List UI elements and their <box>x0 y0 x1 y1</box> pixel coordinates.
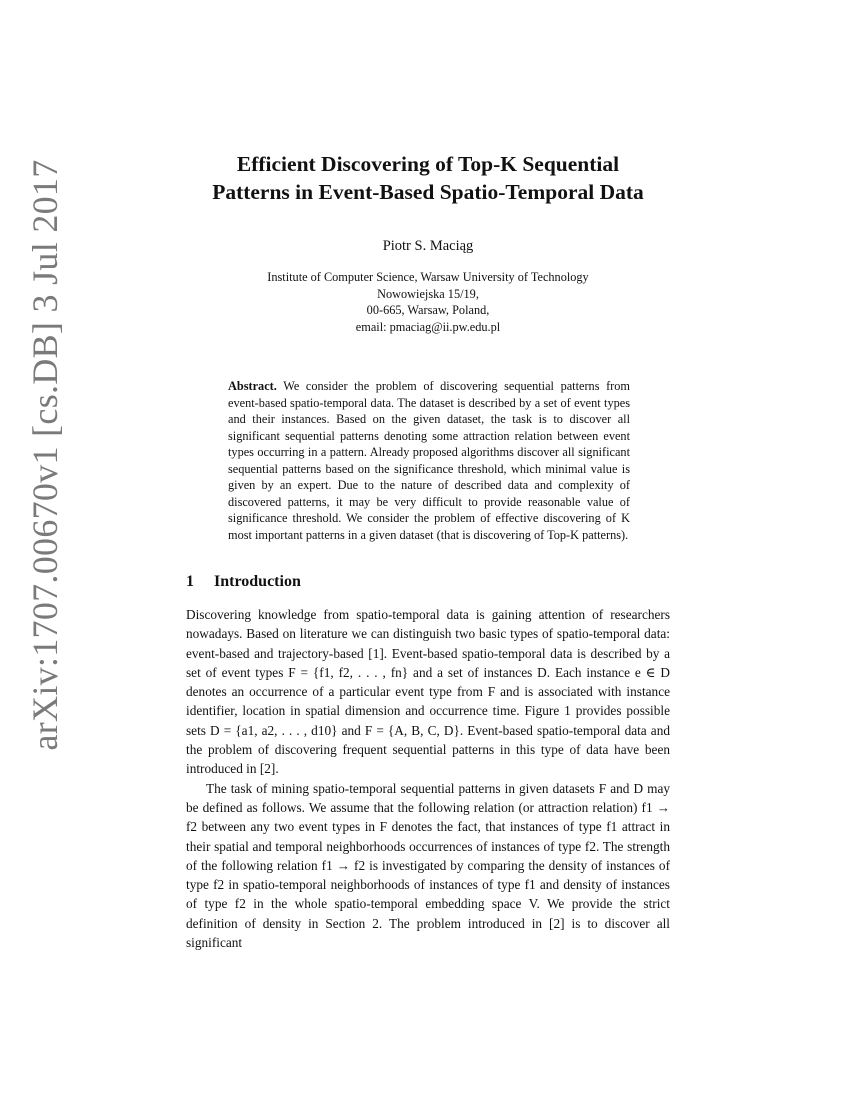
affiliation-line: Nowowiejska 15/19, <box>377 286 479 301</box>
title-line-1: Efficient Discovering of Top-K Sequential <box>236 152 620 176</box>
abstract-text: We consider the problem of discovering sequential patterns from event-based spatio-temporal data. The dataset is described by a set of event types and their instances. Based on the given dataset, the task is to discover all significant sequential patterns denoting some attraction relation between event types occurring in a pattern. Already proposed algorithms discover all significant sequential patterns based on the significance threshold, which minimal value is given by an expert. Due to the nature of described data and complexity of discovered patterns, it may be very difficult to provide reasonable value of significance threshold. We consider the problem of effective discovering of K most important patterns in a given dataset (that is discovering of Top-K patterns). <box>228 379 630 542</box>
title-line-2: Patterns in Event-Based Spatio-Temporal Data <box>212 180 644 204</box>
arxiv-identifier-stamp: arXiv:1707.00670v1 [cs.DB] 3 Jul 2017 <box>25 159 65 751</box>
section-number: 1 <box>186 573 194 590</box>
affiliation-email: email: pmaciag@ii.pw.edu.pl <box>355 319 501 334</box>
paper-page <box>186 150 670 952</box>
section-heading <box>186 573 670 591</box>
body-text <box>186 605 670 952</box>
paper-title <box>186 150 670 206</box>
paragraph: The task of mining spatio-temporal sequential patterns in given datasets F and D may be defined as follows. We assume that the following relation (or attraction relation) f1 → f2 between any two event types in F denotes the fact, that instances of type f1 attract in their spatial and temporal neighborhoods occurrences of instances of type f2. The strength of the following relation f1 → f2 is investigated by comparing the density of instances of type f2 in spatio-temporal neighborhoods of instances of type f1 and density of instances of type f2 in the whole spatio-temporal embedding space V. We provide the strict definition of density in Section 2. The problem introduced in [2] is to discover all significant <box>186 780 670 951</box>
affiliation-line: 00-665, Warsaw, Poland, <box>366 303 490 317</box>
section-title: Introduction <box>214 573 301 590</box>
abstract <box>228 378 630 543</box>
abstract-label: Abstract. <box>228 379 277 393</box>
paragraph: Discovering knowledge from spatio-temporal data is gaining attention of researchers nowadays. Based on literature we can distinguish two basic types of spatio-temporal data: event-based and trajectory-based [1]. Event-based spatio-temporal data is described by a set of event types F = {f1, f2, . . . , fn} and a set of instances D. Each instance e ∈ D denotes an occurrence of a particular event type from F and is associated with instance identifier, location in spatial dimension and occurrence time. Figure 1 provides possible sets D = {a1, a2, . . . , d10} and F = {A, B, C, D}. Event-based spatio-temporal data and the problem of discovering frequent sequential patterns in this type of data have been introduced in [2]. <box>186 607 670 777</box>
author-name: Piotr S. Maciąg <box>382 238 474 254</box>
affiliation-block <box>186 269 670 335</box>
affiliation-line: Institute of Computer Science, Warsaw University of Technology <box>267 270 589 284</box>
